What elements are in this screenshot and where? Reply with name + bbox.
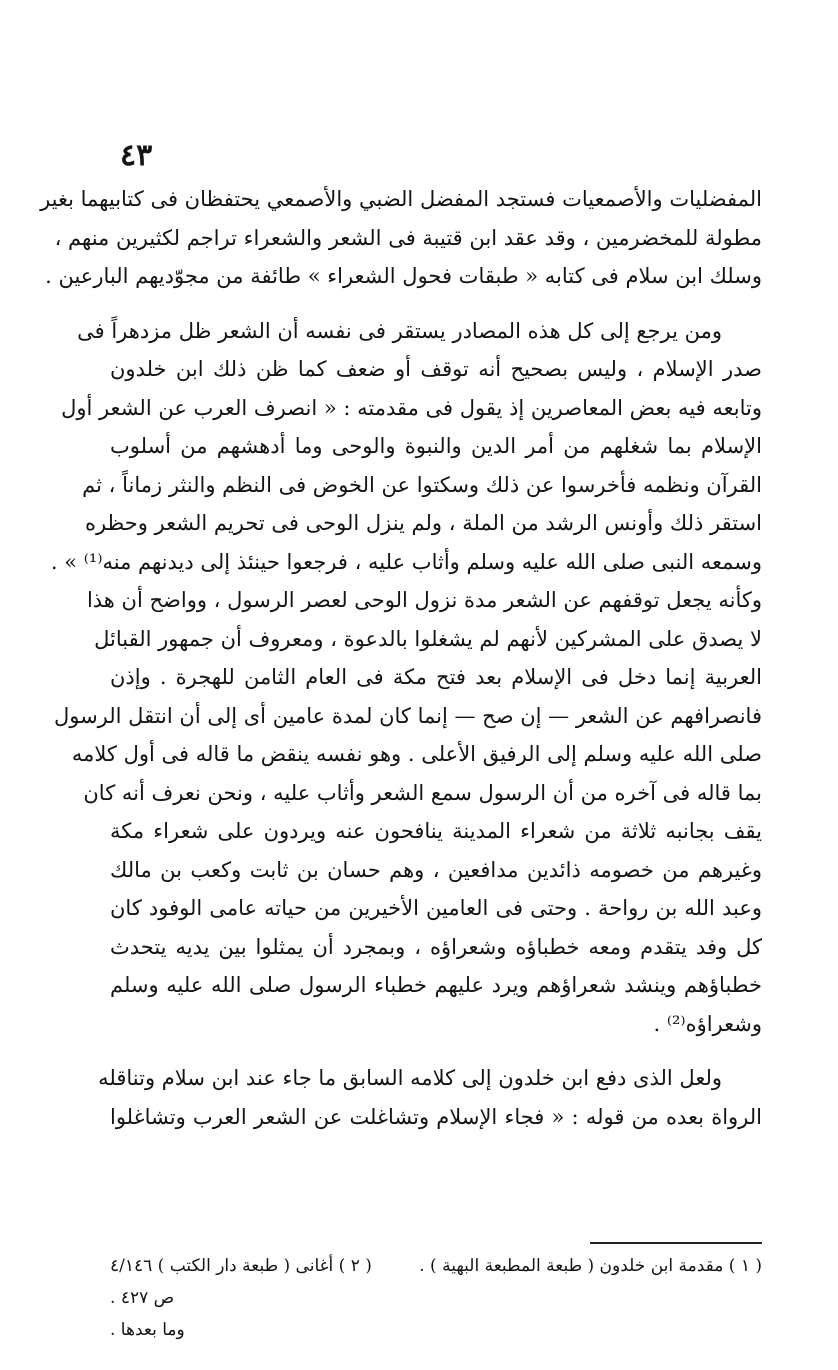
text-line: وغيرهم من خصومه ذائدين مدافعين ، وهم حسان بن ثابت وكعب بن مالك <box>110 857 762 882</box>
text-line: خطباؤهم وينشد شعراؤهم ويرد عليهم خطباء الرسول صلى الله عليه وسلم <box>110 973 762 997</box>
text-line: ومن يرجع إلى كل هذه المصادر يستقر فى نفسه أن الشعر ظل مزدهراً فى <box>77 318 722 343</box>
text-line: وعبد الله بن رواحة . وحتى فى العامين الأخيرين من حياته عامى الوفود كان <box>110 896 762 920</box>
page-number: ٤٣ <box>120 138 153 173</box>
body-text <box>40 180 762 1152</box>
text-line: الإسلام بما شغلهم من أمر الدين والنبوة والوحى وما أدهشهم من أسلوب <box>110 434 762 458</box>
text-line: ولعل الذى دفع ابن خلدون إلى كلامه السابق ما جاء عند ابن سلام وتناقله <box>98 1066 722 1090</box>
text-line: مطولة للمخضرمين ، وقد عقد ابن قتيبة فى الشعر والشعراء تراجم لكثيرين منهم ، <box>54 225 762 250</box>
text-line: وسمعه النبى صلى الله عليه وسلم وأثاب عليه ، فرجعوا حينئذ إلى ديدنهم منه⁽¹⁾ » . <box>50 549 762 574</box>
text-line: وشعراؤه⁽²⁾ . <box>653 1011 762 1036</box>
text-line: يقف بجانبه ثلاثة من شعراء المدينة ينافحون عنه ويردون على شعراء مكة <box>110 819 762 843</box>
text-line: وسلك ابن سلام فى كتابه « طبقات فحول الشعراء » طائفة من مجوّديهم البارعين . <box>45 264 762 288</box>
footnotes <box>110 1250 762 1346</box>
text-line: العربية إنما دخل فى الإسلام بعد فتح مكة فى العام الثامن للهجرة . وإذن <box>110 665 762 689</box>
text-line: القرآن ونظمه فأخرسوا عن ذلك وسكتوا عن الخوض فى النظم والنثر زماناً ، ثم <box>82 472 762 497</box>
footnote-row <box>110 1250 762 1282</box>
text-line: المفضليات والأصمعيات فستجد المفضل الضبي والأصمعي يحتفظان فى كتابيهما بغير <box>40 187 762 211</box>
text-line: صدر الإسلام ، وليس بصحيح أنه توقف أو ضعف كما ظن ذلك ابن خلدون <box>110 357 762 381</box>
paragraph-1 <box>40 180 762 296</box>
paragraph-2 <box>50 312 762 1044</box>
footnote-2-cont: وما بعدها . <box>110 1320 185 1340</box>
text-line: كل وفد يتقدم ومعه خطباؤه وشعراؤه ، وبمجرد أن يمثلوا بين يديه يتحدث <box>110 934 762 959</box>
footnote-divider <box>590 1242 762 1244</box>
text-line: استقر ذلك وأونس الرشد من الملة ، ولم ينزل الوحى فى تحريم الشعر وحظره <box>84 511 762 535</box>
text-line: وكأنه يجعل توقفهم عن الشعر مدة نزول الوحى لعصر الرسول ، وواضح أن هذا <box>86 588 762 612</box>
text-line: وتابعه فيه بعض المعاصرين إذ يقول فى مقدمته : « انصرف العرب عن الشعر أول <box>61 395 762 420</box>
text-line: بما قاله فى آخره من أن الرسول سمع الشعر وأثاب عليه ، ونحن نعرف أنه كان <box>83 780 762 805</box>
footnote-1: ( ١ ) مقدمة ابن خلدون ( طبعة المطبعة البهية ) . <box>419 1256 762 1276</box>
footnote-2: ( ٢ ) أغانى ( طبعة دار الكتب ) ٤/١٤٦ <box>110 1256 372 1276</box>
text-line: لا يصدق على المشركين لأنهم لم يشغلوا بالدعوة ، ومعروف أن جمهور القبائل <box>94 626 762 651</box>
footnote-2-page: ص ٤٢٧ . <box>110 1288 175 1308</box>
footnote-row <box>110 1282 762 1314</box>
text-line: صلى الله عليه وسلم إلى الرفيق الأعلى . وهو نفسه ينقض ما قاله فى أول كلامه <box>71 742 762 766</box>
paragraph-3 <box>98 1059 762 1136</box>
footnote-row <box>110 1314 762 1346</box>
text-line: فانصرافهم عن الشعر — إن صح — إنما كان لمدة عامين أى إلى أن انتقل الرسول <box>53 703 762 728</box>
text-line: الرواة بعده من قوله : « فجاء الإسلام وتشاغلت عن الشعر العرب وتشاغلوا <box>110 1104 762 1129</box>
